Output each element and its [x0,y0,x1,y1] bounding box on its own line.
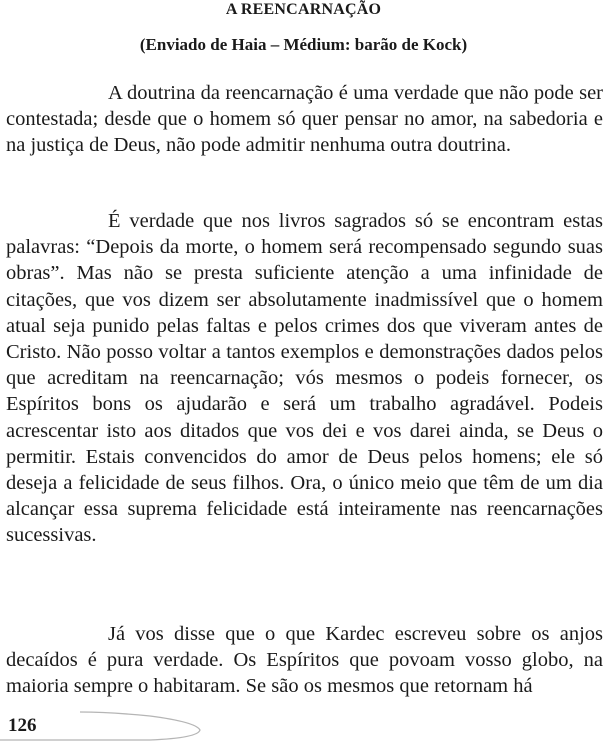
body-paragraph: É verdade que nos livros sagrados só se encontram estas palavras: “Depois da morte, o homem será recompensado segundo suas obras”. Mas não se presta suficiente atenção a uma infinidade de citações, que vos dizem ser absolutamente inadmissível que o homem atual seja punido pelas faltas e pelos crimes dos que viveram antes de Cristo. Não posso voltar a tantos exemplos e demonstrações dados pelos que acreditam na reencarnação; vós mesmos o podeis fornecer, os Espíritos bons os ajudarão e será um trabalho agradável. Podeis acrescentar isto aos ditados que vos dei e vos darei ainda, se Deus o permitir. Estais convencidos do amor de Deus pelos homens; ele só deseja a felicidade de seus filhos. Ora, o único meio que têm de um dia alcançar essa suprema felicidade está inteiramente nas reencarnações sucessivas. [6,210,603,547]
body-paragraph: Já vos disse que o que Kardec escreveu sobre os anjos decaídos é pura verdade. Os Espíritos que povoam vosso globo, na maioria sempre o habitaram. Se são os mesmos que retornam há [6,623,603,698]
chapter-subtitle: (Enviado de Haia – Médium: barão de Kock) [139,35,468,54]
chapter-title: A REENCARNAÇÃO [225,1,382,18]
page-number: 126 [8,715,37,736]
body-paragraph: A doutrina da reencarnação é uma verdade que não pode ser contestada; desde que o homem só quer pensar no amor, na sabedoria e na justiça de Deus, não pode admitir nenhuma outra doutrina. [6,82,603,157]
footer-decoration [0,700,607,746]
